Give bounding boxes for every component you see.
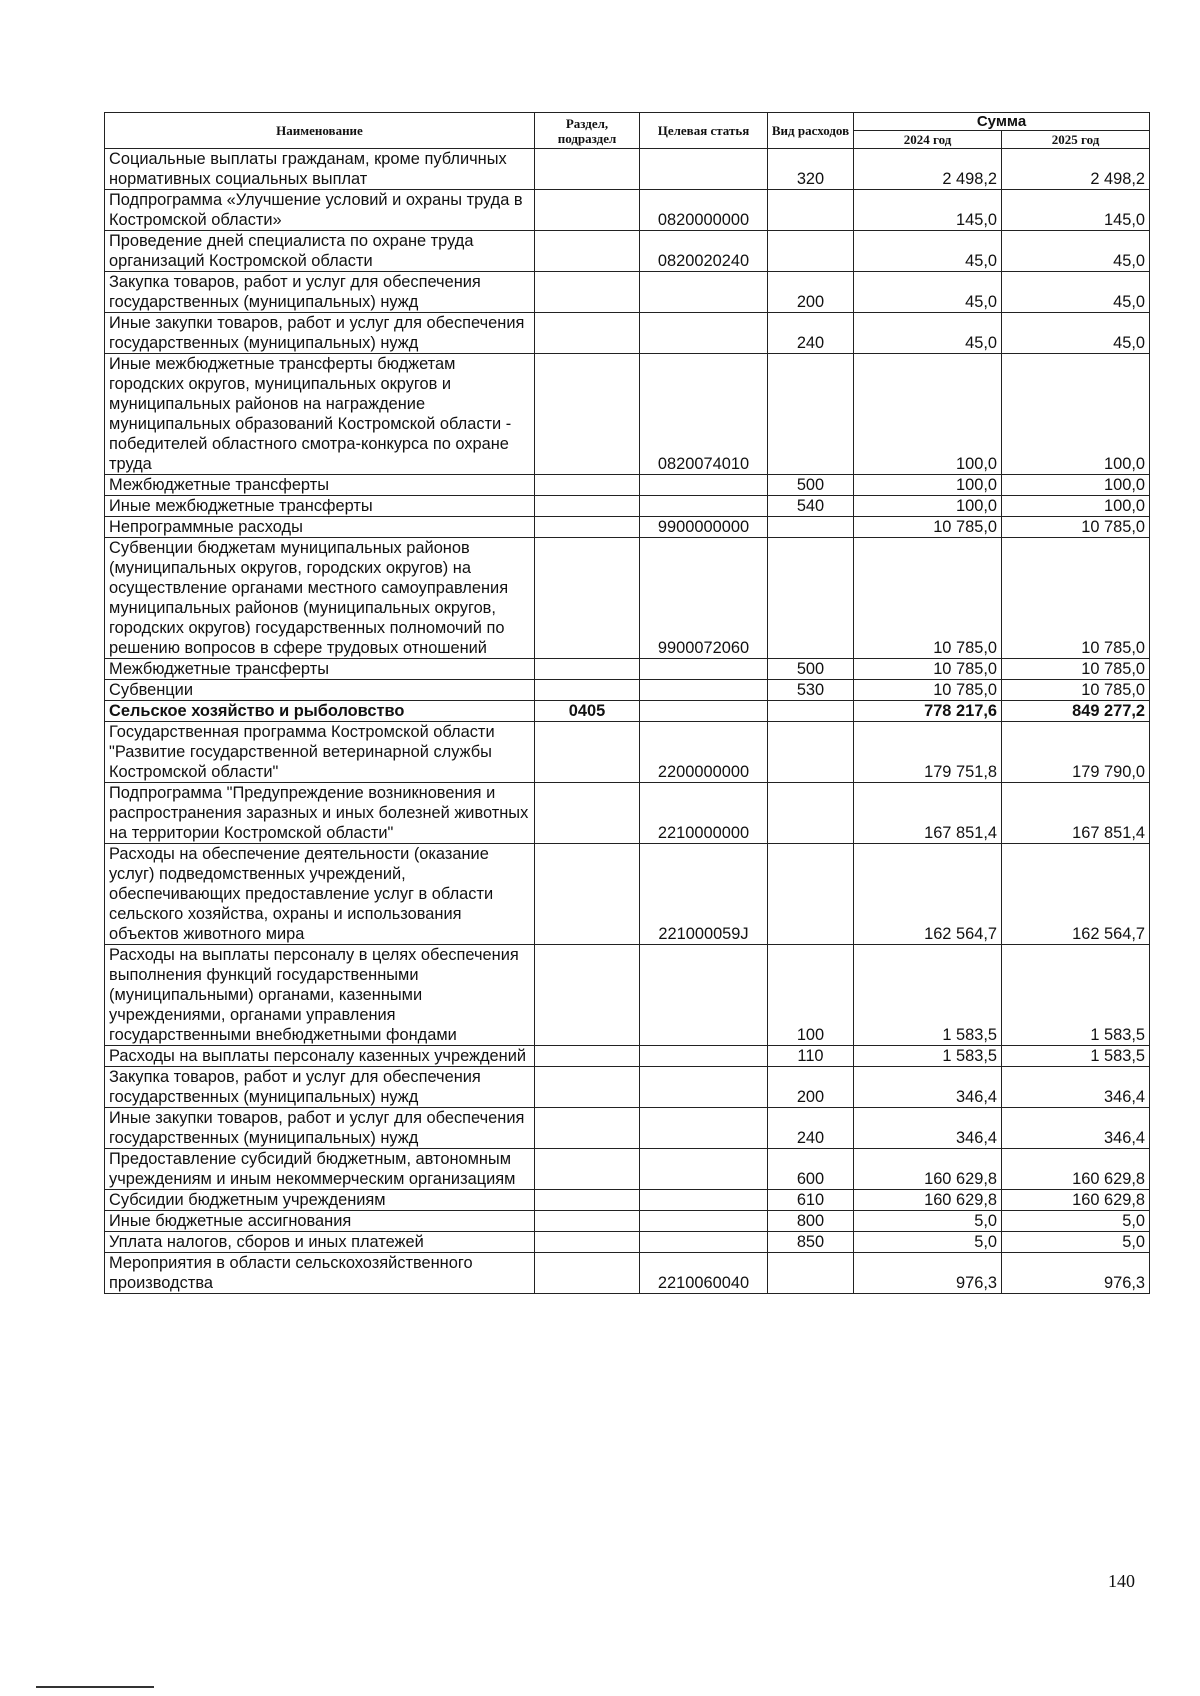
cell-target	[640, 1046, 768, 1067]
page-number: 140	[1108, 1571, 1135, 1591]
cell-type	[768, 1253, 854, 1294]
cell-amount-2024: 179 751,8	[854, 722, 1002, 783]
table-row	[105, 517, 1150, 538]
cell-name: Сельское хозяйство и рыболовство	[105, 701, 535, 722]
cell-name: Иные закупки товаров, работ и услуг для обеспечения государственных (муниципальных) нужд	[105, 1108, 535, 1149]
cell-name: Иные межбюджетные трансферты	[105, 496, 535, 517]
cell-target	[640, 313, 768, 354]
cell-amount-2024: 976,3	[854, 1253, 1002, 1294]
cell-target	[640, 149, 768, 190]
cell-name: Закупка товаров, работ и услуг для обеспечения государственных (муниципальных) нужд	[105, 272, 535, 313]
cell-section	[535, 1190, 640, 1211]
table-row	[105, 844, 1150, 945]
cell-amount-2025: 10 785,0	[1002, 659, 1150, 680]
table-row	[105, 313, 1150, 354]
cell-section	[535, 1108, 640, 1149]
cell-name: Государственная программа Костромской области "Развитие государственной ветеринарной службы Костромской области"	[105, 722, 535, 783]
cell-amount-2024: 100,0	[854, 354, 1002, 475]
table-row	[105, 1253, 1150, 1294]
cell-amount-2025: 167 851,4	[1002, 783, 1150, 844]
cell-target	[640, 496, 768, 517]
cell-amount-2025: 145,0	[1002, 190, 1150, 231]
cell-target: 0820074010	[640, 354, 768, 475]
table-row	[105, 1190, 1150, 1211]
budget-table	[104, 112, 1150, 1294]
cell-section	[535, 538, 640, 659]
cell-section	[535, 313, 640, 354]
cell-section	[535, 1253, 640, 1294]
cell-type: 240	[768, 313, 854, 354]
cell-name: Мероприятия в области сельскохозяйственного производства	[105, 1253, 535, 1294]
cell-amount-2024: 145,0	[854, 190, 1002, 231]
header-target: Целевая статья	[640, 113, 768, 149]
table-row	[105, 354, 1150, 475]
cell-type: 500	[768, 475, 854, 496]
cell-amount-2025: 346,4	[1002, 1108, 1150, 1149]
cell-section	[535, 517, 640, 538]
cell-section	[535, 190, 640, 231]
cell-name: Уплата налогов, сборов и иных платежей	[105, 1232, 535, 1253]
cell-amount-2025: 10 785,0	[1002, 538, 1150, 659]
cell-amount-2025: 45,0	[1002, 231, 1150, 272]
table-row	[105, 680, 1150, 701]
cell-amount-2025: 45,0	[1002, 313, 1150, 354]
cell-type	[768, 517, 854, 538]
cell-target	[640, 1232, 768, 1253]
cell-amount-2024: 100,0	[854, 475, 1002, 496]
table-row	[105, 272, 1150, 313]
table-header	[105, 113, 1150, 149]
cell-amount-2025: 1 583,5	[1002, 945, 1150, 1046]
cell-amount-2024: 1 583,5	[854, 945, 1002, 1046]
cell-name: Иные межбюджетные трансферты бюджетам городских округов, муниципальных округов и муниципальных районов на награждение муниципальных образований Костромской области - победителей областного смотра-конкурса по охране труда	[105, 354, 535, 475]
cell-amount-2025: 5,0	[1002, 1211, 1150, 1232]
cell-type	[768, 844, 854, 945]
cell-amount-2024: 160 629,8	[854, 1149, 1002, 1190]
table-row	[105, 1067, 1150, 1108]
table-row	[105, 1211, 1150, 1232]
table-row	[105, 496, 1150, 517]
cell-type: 240	[768, 1108, 854, 1149]
table-row	[105, 701, 1150, 722]
cell-amount-2025: 160 629,8	[1002, 1149, 1150, 1190]
cell-type: 540	[768, 496, 854, 517]
cell-target: 0820000000	[640, 190, 768, 231]
cell-name: Проведение дней специалиста по охране труда организаций Костромской области	[105, 231, 535, 272]
cell-target	[640, 945, 768, 1046]
cell-name: Социальные выплаты гражданам, кроме публичных нормативных социальных выплат	[105, 149, 535, 190]
cell-section	[535, 496, 640, 517]
cell-section	[535, 783, 640, 844]
cell-name: Расходы на выплаты персоналу казенных учреждений	[105, 1046, 535, 1067]
cell-amount-2025: 162 564,7	[1002, 844, 1150, 945]
table-row	[105, 1046, 1150, 1067]
cell-amount-2024: 10 785,0	[854, 517, 1002, 538]
cell-amount-2024: 10 785,0	[854, 659, 1002, 680]
table-row	[105, 1108, 1150, 1149]
footnote-rule	[36, 1686, 154, 1688]
table-row	[105, 475, 1150, 496]
cell-section	[535, 272, 640, 313]
cell-target	[640, 1149, 768, 1190]
header-year-2025: 2025 год	[1002, 131, 1150, 149]
cell-amount-2025: 100,0	[1002, 496, 1150, 517]
cell-target	[640, 475, 768, 496]
cell-amount-2024: 10 785,0	[854, 538, 1002, 659]
cell-name: Предоставление субсидий бюджетным, автономным учреждениям и иным некоммерческим организациям	[105, 1149, 535, 1190]
cell-name: Иные закупки товаров, работ и услуг для обеспечения государственных (муниципальных) нужд	[105, 313, 535, 354]
cell-type	[768, 701, 854, 722]
cell-amount-2024: 346,4	[854, 1108, 1002, 1149]
cell-target	[640, 701, 768, 722]
header-sum: Сумма	[854, 113, 1150, 131]
cell-section	[535, 722, 640, 783]
header-type: Вид расходов	[768, 113, 854, 149]
cell-type: 800	[768, 1211, 854, 1232]
cell-amount-2024: 5,0	[854, 1211, 1002, 1232]
cell-target	[640, 1211, 768, 1232]
cell-amount-2024: 346,4	[854, 1067, 1002, 1108]
cell-amount-2025: 346,4	[1002, 1067, 1150, 1108]
cell-target: 2200000000	[640, 722, 768, 783]
cell-name: Субвенции бюджетам муниципальных районов (муниципальных округов, городских округов) на осуществление органами местного самоуправления муниципальных районов (муниципальных округов, городских округов) государственных полномочий по решению вопросов в сфере трудовых отношений	[105, 538, 535, 659]
cell-type	[768, 354, 854, 475]
cell-section	[535, 354, 640, 475]
cell-amount-2025: 2 498,2	[1002, 149, 1150, 190]
cell-name: Расходы на выплаты персоналу в целях обеспечения выполнения функций государственными (муниципальными) органами, казенными учреждениями, органами управления государственными внебюджетными фондами	[105, 945, 535, 1046]
cell-type	[768, 538, 854, 659]
cell-type: 110	[768, 1046, 854, 1067]
cell-type: 610	[768, 1190, 854, 1211]
cell-type: 100	[768, 945, 854, 1046]
cell-type: 600	[768, 1149, 854, 1190]
cell-section	[535, 149, 640, 190]
cell-amount-2025: 10 785,0	[1002, 517, 1150, 538]
cell-amount-2024: 10 785,0	[854, 680, 1002, 701]
cell-amount-2024: 45,0	[854, 272, 1002, 313]
cell-amount-2024: 778 217,6	[854, 701, 1002, 722]
cell-section	[535, 844, 640, 945]
cell-section	[535, 1232, 640, 1253]
cell-section	[535, 475, 640, 496]
cell-name: Подпрограмма "Предупреждение возникновения и распространения заразных и иных болезней животных на территории Костромской области"	[105, 783, 535, 844]
cell-amount-2025: 179 790,0	[1002, 722, 1150, 783]
cell-name: Межбюджетные трансферты	[105, 475, 535, 496]
cell-target	[640, 272, 768, 313]
cell-section	[535, 231, 640, 272]
cell-target: 0820020240	[640, 231, 768, 272]
table-row	[105, 538, 1150, 659]
cell-target	[640, 659, 768, 680]
cell-amount-2025: 100,0	[1002, 354, 1150, 475]
table-row	[105, 231, 1150, 272]
cell-name: Закупка товаров, работ и услуг для обеспечения государственных (муниципальных) нужд	[105, 1067, 535, 1108]
cell-amount-2024: 5,0	[854, 1232, 1002, 1253]
header-section: Раздел, подраздел	[535, 113, 640, 149]
cell-type: 530	[768, 680, 854, 701]
cell-type: 320	[768, 149, 854, 190]
cell-type: 200	[768, 272, 854, 313]
cell-name: Расходы на обеспечение деятельности (оказание услуг) подведомственных учреждений, обеспечивающих предоставление услуг в области сельского хозяйства, охраны и использования объектов животного мира	[105, 844, 535, 945]
cell-section	[535, 1046, 640, 1067]
cell-amount-2024: 100,0	[854, 496, 1002, 517]
cell-amount-2025: 160 629,8	[1002, 1190, 1150, 1211]
table-row	[105, 1232, 1150, 1253]
cell-section	[535, 945, 640, 1046]
cell-amount-2025: 45,0	[1002, 272, 1150, 313]
cell-section	[535, 1067, 640, 1108]
cell-name: Межбюджетные трансферты	[105, 659, 535, 680]
cell-target: 9900072060	[640, 538, 768, 659]
cell-amount-2025: 100,0	[1002, 475, 1150, 496]
cell-section	[535, 1149, 640, 1190]
cell-section	[535, 680, 640, 701]
cell-name: Субвенции	[105, 680, 535, 701]
cell-amount-2024: 2 498,2	[854, 149, 1002, 190]
cell-type	[768, 231, 854, 272]
cell-amount-2025: 976,3	[1002, 1253, 1150, 1294]
cell-type: 850	[768, 1232, 854, 1253]
cell-name: Иные бюджетные ассигнования	[105, 1211, 535, 1232]
cell-amount-2024: 167 851,4	[854, 783, 1002, 844]
cell-amount-2024: 160 629,8	[854, 1190, 1002, 1211]
table-row	[105, 945, 1150, 1046]
cell-name: Подпрограмма «Улучшение условий и охраны труда в Костромской области»	[105, 190, 535, 231]
table-row	[105, 722, 1150, 783]
cell-amount-2025: 10 785,0	[1002, 680, 1150, 701]
cell-type: 200	[768, 1067, 854, 1108]
table-row	[105, 783, 1150, 844]
table-row	[105, 659, 1150, 680]
cell-target	[640, 680, 768, 701]
cell-type: 500	[768, 659, 854, 680]
cell-name: Непрограммные расходы	[105, 517, 535, 538]
cell-section: 0405	[535, 701, 640, 722]
table-body	[105, 149, 1150, 1294]
cell-target: 9900000000	[640, 517, 768, 538]
cell-target: 2210000000	[640, 783, 768, 844]
header-name: Наименование	[105, 113, 535, 149]
cell-target: 221000059J	[640, 844, 768, 945]
table-row	[105, 1149, 1150, 1190]
cell-amount-2024: 1 583,5	[854, 1046, 1002, 1067]
table-row	[105, 149, 1150, 190]
cell-amount-2024: 45,0	[854, 231, 1002, 272]
cell-amount-2024: 45,0	[854, 313, 1002, 354]
cell-target	[640, 1067, 768, 1108]
cell-section	[535, 659, 640, 680]
cell-name: Субсидии бюджетным учреждениям	[105, 1190, 535, 1211]
cell-amount-2025: 1 583,5	[1002, 1046, 1150, 1067]
cell-type	[768, 190, 854, 231]
cell-section	[535, 1211, 640, 1232]
cell-target	[640, 1190, 768, 1211]
cell-amount-2025: 5,0	[1002, 1232, 1150, 1253]
cell-target: 2210060040	[640, 1253, 768, 1294]
cell-amount-2025: 849 277,2	[1002, 701, 1150, 722]
cell-type	[768, 783, 854, 844]
cell-target	[640, 1108, 768, 1149]
cell-amount-2024: 162 564,7	[854, 844, 1002, 945]
cell-type	[768, 722, 854, 783]
header-year-2024: 2024 год	[854, 131, 1002, 149]
table-row	[105, 190, 1150, 231]
